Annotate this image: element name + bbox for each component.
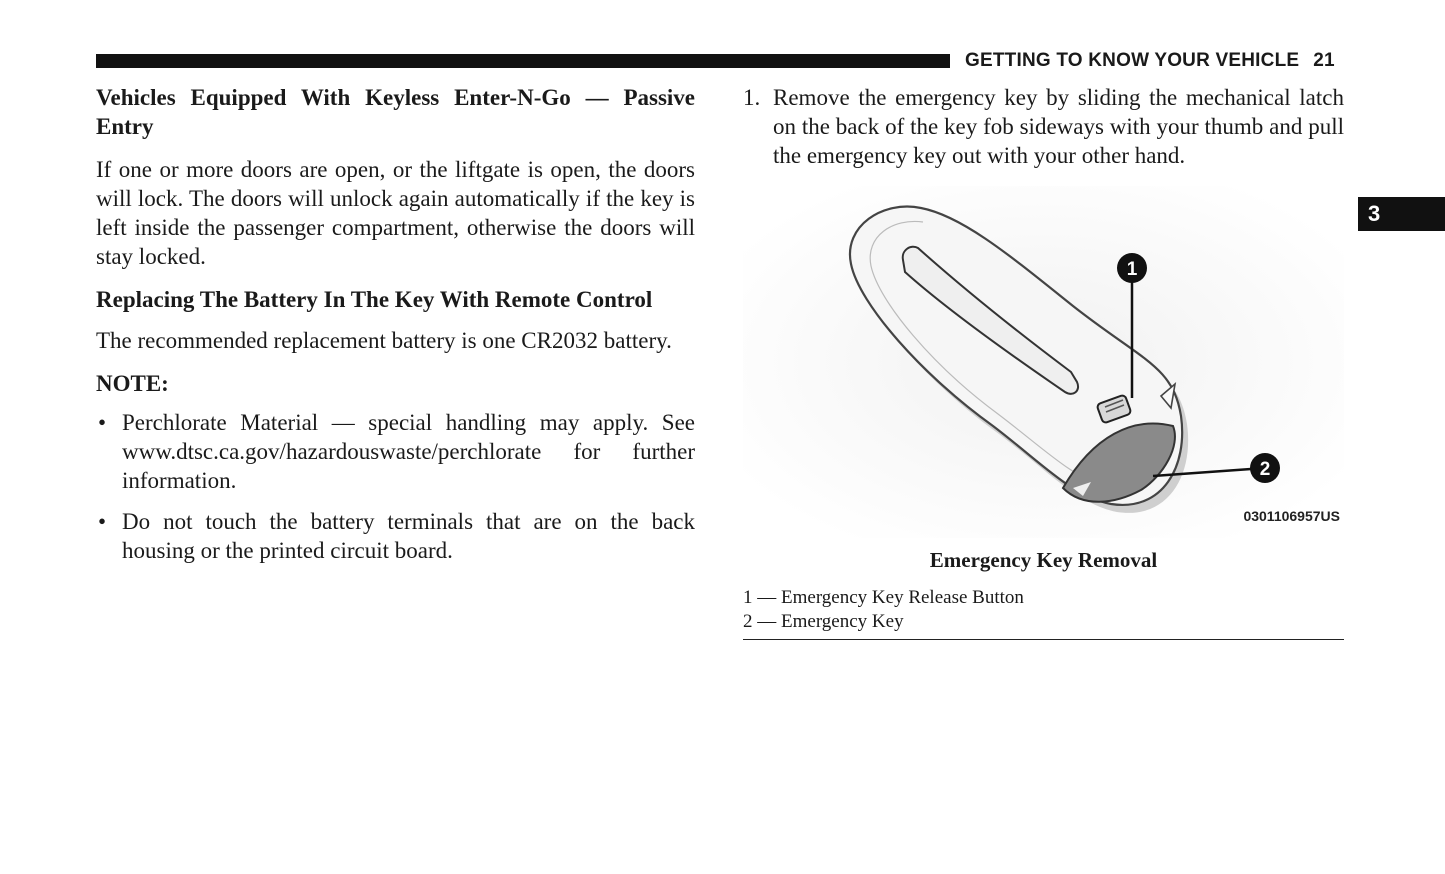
bullet-text: Perchlorate Material — special handling may apply. See www.dtsc.ca.gov/hazardouswaste/perchlorate for further information. [122, 410, 695, 493]
heading-passive-entry: Vehicles Equipped With Keyless Enter-N-Go — Passive Entry [96, 85, 695, 139]
figure-caption: Emergency Key Removal [929, 548, 1158, 572]
bullet-text: Do not touch the battery terminals that are on the back housing or the printed circuit board. [122, 509, 695, 563]
step-number: 1. [743, 85, 761, 110]
bullet-marker: • [98, 410, 107, 435]
bullet-marker: • [98, 509, 107, 534]
legend-item: 1 — Emergency Key Release Button [743, 587, 1024, 608]
chapter-tab: 3 [1358, 197, 1445, 231]
list-item [96, 507, 695, 565]
note-bullet-list [96, 408, 695, 565]
figure-code: 0301106957US [1243, 508, 1340, 524]
paragraph-battery: The recommended replacement battery is one CR2032 battery. [96, 328, 672, 353]
paragraph-passive-entry: If one or more doors are open, or the liftgate is open, the doors will lock. The doors will unlock again automatically if the key is left inside the passenger compartment, otherwise the doors will stay locked. [96, 157, 695, 269]
heading-replacing-battery: Replacing The Battery In The Key With Remote Control [96, 287, 653, 312]
legend-rule [743, 639, 1344, 640]
list-item [96, 408, 695, 495]
right-column [743, 83, 1344, 640]
callout-1-label: 1 [1126, 259, 1138, 280]
running-header [965, 50, 1345, 72]
header-rule [96, 54, 950, 68]
step-text: Remove the emergency key by sliding the mechanical latch on the back of the key fob sideways with your thumb and pull the emergency key out with your other hand. [773, 85, 1344, 168]
step-1 [743, 83, 1344, 170]
figure-key-fob [743, 186, 1344, 538]
figure-legend [743, 586, 1344, 640]
note-label: NOTE: [96, 371, 169, 396]
key-fob-illustration [743, 186, 1344, 538]
left-column [96, 83, 695, 577]
legend-item: 2 — Emergency Key [743, 611, 904, 632]
page-number: 21 [1313, 50, 1335, 71]
header-section-title: GETTING TO KNOW YOUR VEHICLE [965, 50, 1300, 71]
callout-2-label: 2 [1259, 459, 1271, 480]
